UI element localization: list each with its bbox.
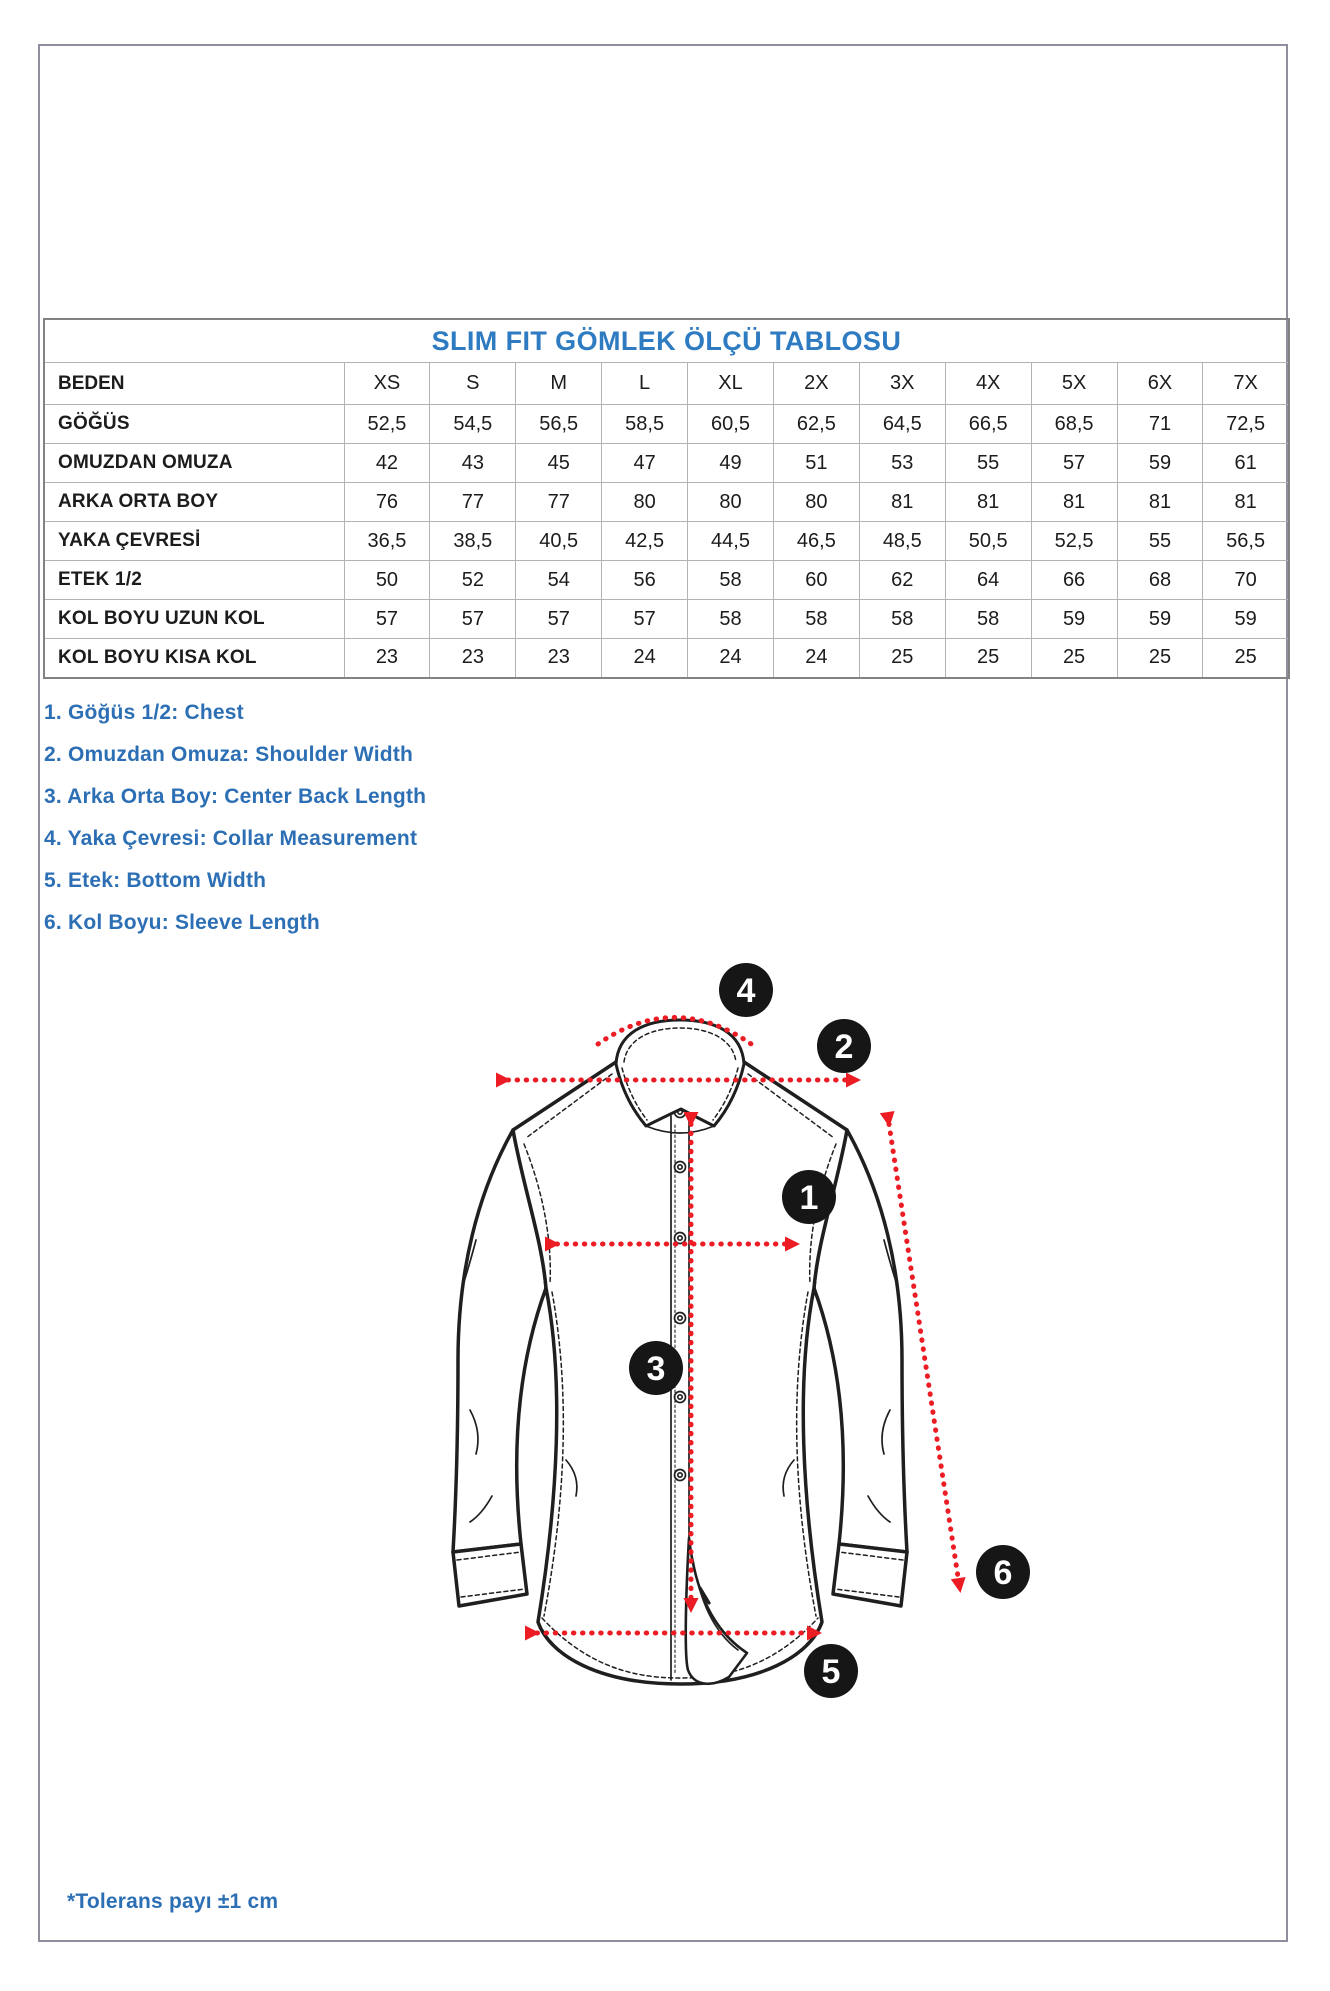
table-cell: 23 <box>516 639 602 678</box>
table-row-kol-boyu-uzun <box>44 600 1289 639</box>
table-cell: 58 <box>688 600 774 639</box>
table-cell: 52,5 <box>344 405 430 444</box>
size-column-header: L <box>602 363 688 405</box>
table-cell: 23 <box>430 639 516 678</box>
table-cell: 50 <box>344 561 430 600</box>
row-label: KOL BOYU KISA KOL <box>44 639 344 678</box>
table-cell: 50,5 <box>945 522 1031 561</box>
marker-2-label: 2 <box>834 1028 854 1066</box>
size-column-header: 3X <box>859 363 945 405</box>
table-cell: 81 <box>859 483 945 522</box>
table-cell: 59 <box>1031 600 1117 639</box>
table-cell: 77 <box>516 483 602 522</box>
table-cell: 68,5 <box>1031 405 1117 444</box>
table-cell: 81 <box>945 483 1031 522</box>
table-cell: 61 <box>1203 444 1289 483</box>
table-cell: 58 <box>945 600 1031 639</box>
table-cell: 64 <box>945 561 1031 600</box>
table-cell: 72,5 <box>1203 405 1289 444</box>
table-cell: 55 <box>945 444 1031 483</box>
table-cell: 43 <box>430 444 516 483</box>
marker-5-label: 5 <box>821 1653 841 1691</box>
table-cell: 25 <box>1031 639 1117 678</box>
size-column-header: XS <box>344 363 430 405</box>
table-cell: 24 <box>688 639 774 678</box>
table-cell: 23 <box>344 639 430 678</box>
table-cell: 53 <box>859 444 945 483</box>
table-cell: 42,5 <box>602 522 688 561</box>
table-cell: 81 <box>1117 483 1203 522</box>
measure-marker-6 <box>976 1545 1030 1599</box>
table-cell: 56,5 <box>516 405 602 444</box>
table-cell: 62,5 <box>773 405 859 444</box>
table-cell: 25 <box>1117 639 1203 678</box>
table-cell: 57 <box>602 600 688 639</box>
row-label: ETEK 1/2 <box>44 561 344 600</box>
table-cell: 71 <box>1117 405 1203 444</box>
size-column-header: 2X <box>773 363 859 405</box>
table-cell: 64,5 <box>859 405 945 444</box>
table-cell: 68 <box>1117 561 1203 600</box>
table-cell: 58 <box>859 600 945 639</box>
table-cell: 58 <box>688 561 774 600</box>
size-column-header: 5X <box>1031 363 1117 405</box>
marker-1-label: 1 <box>799 1179 819 1217</box>
table-cell: 52 <box>430 561 516 600</box>
measure-marker-1 <box>782 1170 836 1224</box>
row-label: GÖĞÜS <box>44 405 344 444</box>
legend-item-chest: 1. Göğüs 1/2: Chest <box>44 701 244 724</box>
legend-item-shoulder: 2. Omuzdan Omuza: Shoulder Width <box>44 743 414 766</box>
table-cell: 48,5 <box>859 522 945 561</box>
table-cell: 59 <box>1203 600 1289 639</box>
table-cell: 47 <box>602 444 688 483</box>
table-cell: 66 <box>1031 561 1117 600</box>
table-cell: 59 <box>1117 444 1203 483</box>
table-cell: 76 <box>344 483 430 522</box>
table-cell: 80 <box>773 483 859 522</box>
table-row-yaka-cevresi <box>44 522 1289 561</box>
table-cell: 60,5 <box>688 405 774 444</box>
table-cell: 36,5 <box>344 522 430 561</box>
row-label: KOL BOYU UZUN KOL <box>44 600 344 639</box>
table-cell: 42 <box>344 444 430 483</box>
table-title-row <box>44 319 1289 363</box>
table-cell: 24 <box>602 639 688 678</box>
table-cell: 25 <box>1203 639 1289 678</box>
table-cell: 52,5 <box>1031 522 1117 561</box>
table-row-kol-boyu-kisa <box>44 639 1289 678</box>
size-column-header: S <box>430 363 516 405</box>
table-cell: 40,5 <box>516 522 602 561</box>
table-cell: 25 <box>945 639 1031 678</box>
table-header-row <box>44 363 1289 405</box>
measure-marker-4 <box>719 963 773 1017</box>
shirt-measurement-diagram <box>340 940 1120 1740</box>
size-column-header: 4X <box>945 363 1031 405</box>
table-cell: 58,5 <box>602 405 688 444</box>
table-row-arka-orta-boy <box>44 483 1289 522</box>
legend-item-bottom-width: 5. Etek: Bottom Width <box>44 869 267 892</box>
table-cell: 46,5 <box>773 522 859 561</box>
row-label: YAKA ÇEVRESİ <box>44 522 344 561</box>
measure-marker-3 <box>629 1341 683 1395</box>
size-column-header: 7X <box>1203 363 1289 405</box>
table-cell: 80 <box>602 483 688 522</box>
table-cell: 24 <box>773 639 859 678</box>
table-cell: 57 <box>430 600 516 639</box>
table-cell: 81 <box>1203 483 1289 522</box>
table-cell: 54,5 <box>430 405 516 444</box>
table-cell: 54 <box>516 561 602 600</box>
table-cell: 57 <box>344 600 430 639</box>
tolerance-note: *Tolerans payı ±1 cm <box>67 1890 279 1913</box>
table-cell: 81 <box>1031 483 1117 522</box>
size-column-header: M <box>516 363 602 405</box>
legend-item-collar: 4. Yaka Çevresi: Collar Measurement <box>44 827 418 850</box>
table-cell: 80 <box>688 483 774 522</box>
marker-3-label: 3 <box>646 1350 666 1388</box>
table-cell: 70 <box>1203 561 1289 600</box>
table-cell: 58 <box>773 600 859 639</box>
table-row-etek <box>44 561 1289 600</box>
legend-item-sleeve: 6. Kol Boyu: Sleeve Length <box>44 911 320 934</box>
measure-marker-2 <box>817 1019 871 1073</box>
size-column-header: XL <box>688 363 774 405</box>
size-table <box>43 318 1290 679</box>
table-cell: 44,5 <box>688 522 774 561</box>
legend-item-back-length: 3. Arka Orta Boy: Center Back Length <box>44 785 427 808</box>
table-cell: 57 <box>1031 444 1117 483</box>
table-cell: 55 <box>1117 522 1203 561</box>
table-row-gogus <box>44 405 1289 444</box>
measure-marker-5 <box>804 1644 858 1698</box>
table-cell: 60 <box>773 561 859 600</box>
size-column-header: 6X <box>1117 363 1203 405</box>
row-label: ARKA ORTA BOY <box>44 483 344 522</box>
table-cell: 25 <box>859 639 945 678</box>
table-cell: 66,5 <box>945 405 1031 444</box>
marker-6-label: 6 <box>993 1554 1013 1592</box>
measurement-legend <box>44 692 426 944</box>
table-cell: 51 <box>773 444 859 483</box>
table-cell: 77 <box>430 483 516 522</box>
table-cell: 57 <box>516 600 602 639</box>
header-beden: BEDEN <box>44 363 344 405</box>
table-cell: 56,5 <box>1203 522 1289 561</box>
table-cell: 45 <box>516 444 602 483</box>
table-cell: 59 <box>1117 600 1203 639</box>
table-cell: 62 <box>859 561 945 600</box>
row-label: OMUZDAN OMUZA <box>44 444 344 483</box>
table-cell: 38,5 <box>430 522 516 561</box>
marker-4-label: 4 <box>736 972 756 1010</box>
table-title: SLIM FIT GÖMLEK ÖLÇÜ TABLOSU <box>44 319 1289 363</box>
table-cell: 56 <box>602 561 688 600</box>
table-row-omuzdan-omuza <box>44 444 1289 483</box>
table-cell: 49 <box>688 444 774 483</box>
